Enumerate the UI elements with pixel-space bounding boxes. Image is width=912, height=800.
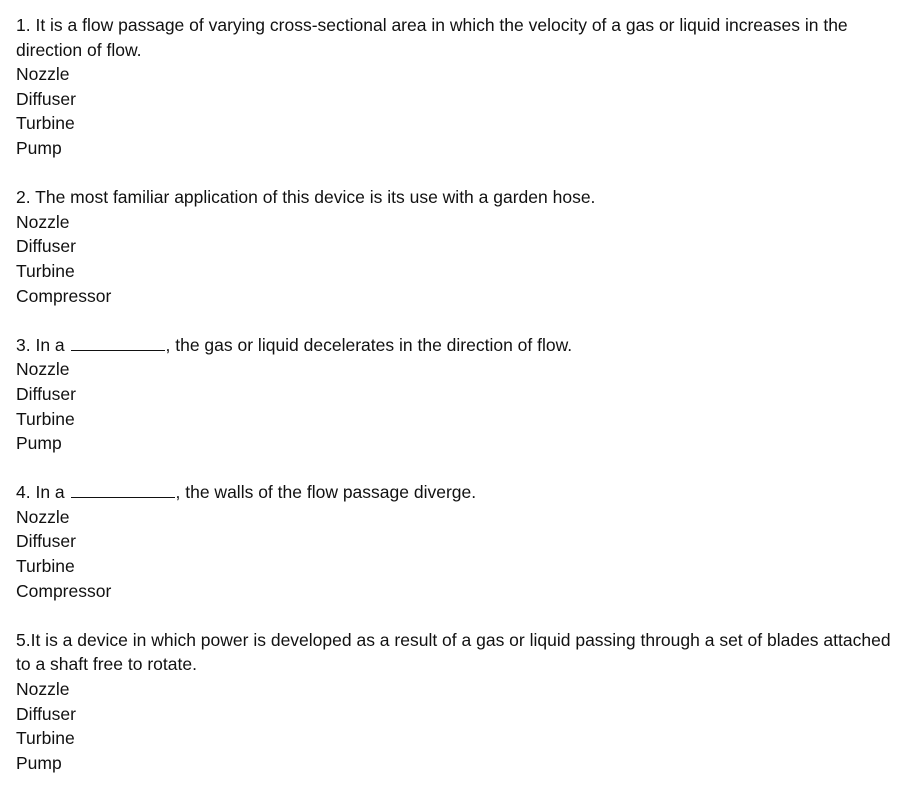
question-text-after: , the gas or liquid decelerates in the direction of flow. — [165, 334, 573, 355]
option-nozzle: Nozzle — [16, 211, 70, 232]
question-2 — [16, 185, 896, 308]
option-compressor: Compressor — [16, 580, 112, 601]
option-turbine: Turbine — [16, 113, 75, 134]
option-nozzle: Nozzle — [16, 679, 70, 700]
option-turbine: Turbine — [16, 728, 75, 749]
question-text-before: 4. In a — [16, 482, 70, 503]
option-diffuser: Diffuser — [16, 531, 76, 552]
question-text: 5.It is a device in which power is developed as a result of a gas or liquid passing through a set of blades attached to a shaft free to rotate. — [16, 629, 891, 675]
option-pump: Pump — [16, 433, 62, 454]
question-text: 1. It is a flow passage of varying cross-sectional area in which the velocity of a gas or liquid increases in the direction of flow. — [16, 15, 848, 60]
question-3 — [16, 333, 896, 456]
option-nozzle: Nozzle — [16, 64, 70, 85]
option-nozzle: Nozzle — [16, 506, 70, 527]
question-text-after: , the walls of the flow passage diverge. — [175, 482, 477, 503]
fill-in-blank — [71, 336, 165, 351]
option-turbine: Turbine — [16, 260, 75, 281]
option-diffuser: Diffuser — [16, 236, 76, 257]
option-diffuser: Diffuser — [16, 383, 76, 404]
question-text — [16, 480, 896, 505]
question-text-before: 3. In a — [16, 334, 70, 355]
question-4 — [16, 480, 896, 603]
option-pump: Pump — [16, 137, 62, 158]
question-text: 2. The most familiar application of this device is its use with a garden hose. — [16, 187, 596, 208]
option-diffuser: Diffuser — [16, 703, 76, 724]
fill-in-blank — [71, 483, 175, 498]
option-compressor: Compressor — [16, 285, 112, 306]
question-text — [16, 333, 896, 358]
option-turbine: Turbine — [16, 556, 75, 577]
quiz-document — [16, 13, 896, 800]
question-1 — [16, 13, 896, 161]
option-diffuser: Diffuser — [16, 88, 76, 109]
question-5 — [16, 628, 896, 776]
option-turbine: Turbine — [16, 408, 75, 429]
option-nozzle: Nozzle — [16, 359, 70, 380]
option-pump: Pump — [16, 752, 62, 773]
